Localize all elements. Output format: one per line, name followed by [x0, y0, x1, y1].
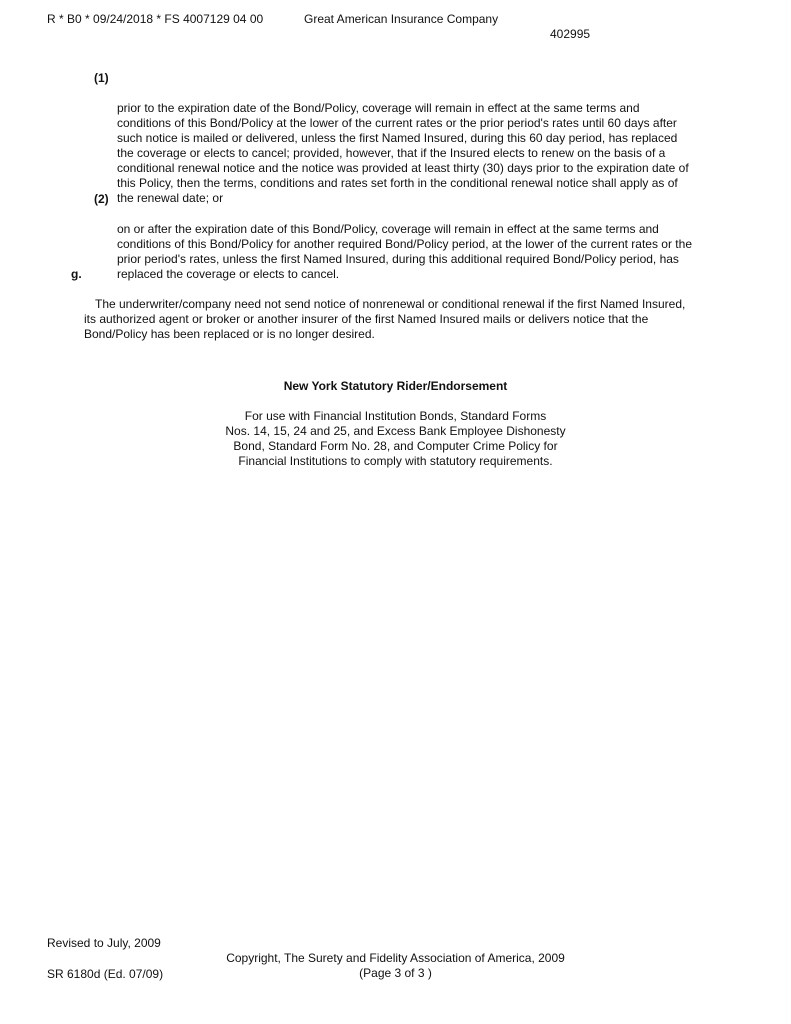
rider-description: For use with Financial Institution Bonds, Standard Forms Nos. 14, 15, 24 and 25, and Excess Bank Employee Dishonesty Bond, Standard Form No. 28, and Computer Crime Policy for Financial Institutions to comply with statutory requirements. [225, 409, 566, 468]
list-item-marker: (2) [94, 192, 109, 206]
footer-revised-date: Revised to July, 2009 [47, 936, 161, 950]
footer-copyright: Copyright, The Surety and Fidelity Association of America, 2009 (Page 3 of 3 ) [226, 951, 565, 980]
list-item-text-first-line: The underwriter/company need not send notice of nonrenewal or conditional renewal if the first Named Insured, [95, 297, 686, 311]
list-item-g [71, 267, 751, 357]
list-item-text-continuation: its authorized agent or broker or another insurer of the first Named Insured mails or delivers notice that the Bond/Policy has been replaced or is no longer desired. [84, 312, 649, 341]
list-item-text [84, 297, 751, 342]
footer-form-number: SR 6180d (Ed. 07/09) [47, 967, 164, 981]
list-item-marker: (1) [94, 71, 109, 85]
rider-title: New York Statutory Rider/Endorsement [283, 379, 508, 393]
header-document-number: 402995 [550, 27, 591, 41]
header-stamp: R * B0 * 09/24/2018 * FS 4007129 04 00 [47, 12, 264, 26]
list-item-text: on or after the expiration date of this Bond/Policy, coverage will remain in effect at the same terms and conditions of this Bond/Policy for another required Bond/Policy period, at the lower of the current rates or the prior period's rates, unless the first Named Insured, during this additional required Bond/Policy period, has replaced the coverage or elects to cancel. [117, 222, 692, 281]
list-item-text: prior to the expiration date of the Bond/Policy, coverage will remain in effect at the same terms and conditions of this Bond/Policy at the lower of the current rates or the prior period's rates until 60 days after such notice is mailed or delivered, unless the first Named Insured, during this 60 day period, has replaced the coverage or elects to cancel; provided, however, that if the Insured elects to renew on the basis of a conditional renewal notice and the notice was provided at least thirty (30) days prior to the expiration date of this Policy, then the terms, conditions and rates set forth in the conditional renewal notice shall apply as of the renewal date; or [117, 101, 689, 205]
list-item-marker: g. [71, 267, 82, 281]
header-company-name: Great American Insurance Company [304, 12, 499, 26]
